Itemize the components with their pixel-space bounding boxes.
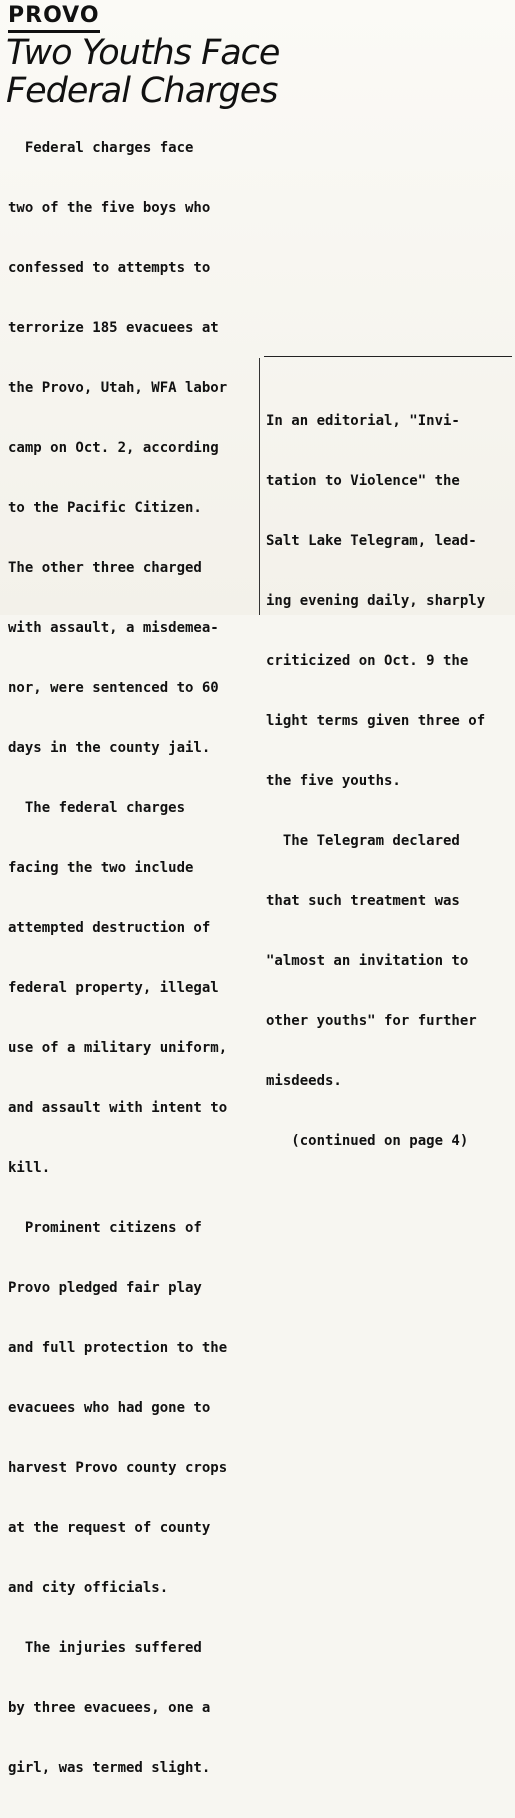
text-line: that such treatment was — [266, 893, 460, 909]
headline-line-2: Federal Charges — [6, 71, 278, 111]
text-line: criticized on Oct. 9 the — [266, 653, 469, 669]
text-line: confessed to attempts to — [8, 260, 211, 276]
text-line: light terms given three of — [266, 713, 486, 729]
text-line: "almost an invitation to — [266, 953, 469, 969]
text-line: the five youths. — [266, 773, 401, 789]
text-line: tation to Violence" the — [266, 473, 460, 489]
text-line: (continued on page 4) — [266, 1133, 469, 1149]
text-line: ing evening daily, sharply — [266, 593, 486, 609]
text-line: use of a military uniform, — [8, 1040, 228, 1056]
section-kicker: PROVO — [8, 4, 100, 33]
text-line: to the Pacific Citizen. — [8, 500, 202, 516]
text-line: evacuees who had gone to — [8, 1400, 211, 1416]
text-line: In an editorial, "Invi- — [266, 413, 460, 429]
text-line: and full protection to the — [8, 1340, 228, 1356]
text-line: Salt Lake Telegram, lead- — [266, 533, 477, 549]
article-left-column — [8, 98, 260, 1818]
text-line: girl, was termed slight. — [8, 1760, 211, 1776]
text-line: the Provo, Utah, WFA labor — [8, 380, 228, 396]
headline-line-1: Two Youths Face — [6, 33, 280, 73]
text-line: kill. — [8, 1160, 51, 1176]
text-line: misdeeds. — [266, 1073, 342, 1089]
text-line: by three evacuees, one a — [8, 1700, 211, 1716]
text-line: The Telegram declared — [266, 833, 460, 849]
text-line: at the request of county — [8, 1520, 211, 1536]
text-line: facing the two include — [8, 860, 194, 876]
column-divider-line — [264, 356, 512, 357]
text-line: The injuries suffered — [8, 1640, 202, 1656]
text-line: Provo pledged fair play — [8, 1280, 202, 1296]
text-line: two of the five boys who — [8, 200, 211, 216]
text-line: days in the county jail. — [8, 740, 211, 756]
text-line: camp on Oct. 2, according — [8, 440, 219, 456]
text-line: The federal charges — [8, 800, 186, 816]
text-line: and city officials. — [8, 1580, 169, 1596]
text-line: The other three charged — [8, 560, 202, 576]
article-right-column — [266, 371, 506, 1191]
text-line: federal property, illegal — [8, 980, 219, 996]
column-separator — [259, 358, 260, 615]
text-line: Prominent citizens of — [8, 1220, 202, 1236]
text-line: with assault, a misdemea- — [8, 620, 219, 636]
text-line: and assault with intent to — [8, 1100, 228, 1116]
text-line: harvest Provo county crops — [8, 1460, 228, 1476]
text-line: attempted destruction of — [8, 920, 211, 936]
text-line: other youths" for further — [266, 1013, 477, 1029]
text-line: Federal charges face — [8, 140, 194, 156]
text-line: terrorize 185 evacuees at — [8, 320, 219, 336]
text-line: nor, were sentenced to 60 — [8, 680, 219, 696]
